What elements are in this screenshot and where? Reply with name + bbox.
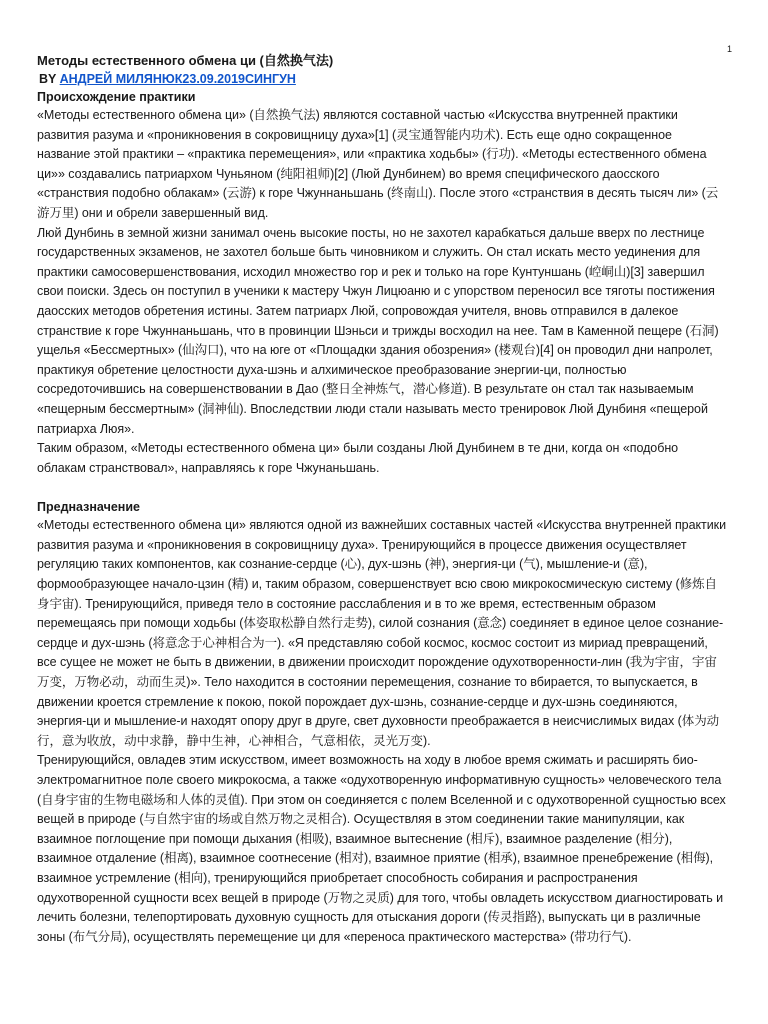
purpose-paragraph-2: Тренирующийся, овладев этим искусством, имеет возможность на ходу в любое время сжимать и расширять био-электромагнитное поле своего микрокосма, а также «одухотворенную информативную сущность» человеческого тела (自身宇宙的生物电磁场和人体的灵值). При этом он соединяется с полем Вселенной и с одухотворенной сущностью всех вещей в природе (与自然宇宙的场或自然万物之灵相合). Осуществляя в этом соединении такие манипуляции, как взаимное поглощение при помощи дыхания (相吸), взаимное вытеснение (相斥), взаимное разделение (相分), взаимное отдаление (相离), взаимное соотнесение (相对), взаимное приятие (相承), взаимное пренебрежение (相侮), взаимное устремление (相向), тренирующийся приобретает способность собирания и распространения одухотворенной сущности всех вещей в природе (万物之灵质) для того, чтобы овладеть искусством диагностировать и лечить болезни, телепортировать духовную сущность для отыскания дороги (传灵指路), выпускать ци в различные зоны (布气分局), осуществлять перемещение ци для «переноса практического мастерства» (带功行气). bbox=[37, 753, 726, 944]
byline-prefix: BY bbox=[39, 72, 60, 86]
section-heading-purpose: Предназначение bbox=[37, 500, 140, 515]
section-heading-origin: Происхождение практики bbox=[37, 90, 196, 104]
origin-paragraph-1: «Методы естественного обмена ци» (自然换气法) являются составной частью «Искусства внутренней практики развития разума и «проникновения в сокровищницу духа»[1] (灵宝通智能内功术). Есть еще одно сокращенное название этой практики – «практика перемещения», или «практика ходьбы» (行功). «Методы естественного обмена ци»» создавались патриархом Чуньяном (纯阳祖师)[2] (Люй Дунбинем) во время специфического даосского «странствия подобно облакам» (云游) к горе Чжуннаньшань (终南山). После этого «странствия в десять тысяч ли» (云游万里) они и обрели завершенный вид. bbox=[37, 108, 719, 220]
author-date-link[interactable]: АНДРЕЙ МИЛЯНЮК23.09.2019СИНГУН bbox=[59, 72, 296, 86]
origin-paragraph-2: Люй Дунбинь в земной жизни занимал очень высокие посты, но не захотел карабкаться дальше вверх по лестнице государственных экзаменов, не захотел больше быть чиновником и служить. Он стал искать место уединения для практики самосовершенствования, исходил множество гор и рек и только на горе Кунтуншань (崆峒山)[3] завершил свои поиски. Здесь он поступил в ученики к мастеру Чжун Лицюаню и с упорством переносил все тяготы постижения даосских методов обретения истины. Затем патриарх Люй, сопровождая учителя, вновь отправился в далекое странствие к горе Чжуннаньшань, что в провинции Шэньси и трижды восходил на нее. Там в Каменной пещере (石洞) ущелья «Бессмертных» (仙沟口), что на юге от «Площадки здания обозрения» (楼观台)[4] он проводил дни напролет, практикуя обретение целостности духа-шэнь и алхимическое преобразование энергии-ци, полностью сосредоточившись на совершенствовании в Дао (整日全神炼气，潜心修道). В результате он стал так называемым «пещерным бессмертным» (洞神仙). Впоследствии люди стали называть место тренировок Люй Дунбиня «пещерой патриарха Люя». bbox=[37, 225, 719, 436]
byline bbox=[37, 70, 726, 88]
origin-paragraph-3: Таким образом, «Методы естественного обмена ци» были созданы Люй Дунбинем в те дни, когда он «подобно облакам странствовал», направляясь к горе Чжунаньшань. bbox=[37, 441, 679, 475]
article-title: Методы естественного обмена ци (自然换气法) bbox=[37, 53, 334, 68]
page-number: 1 bbox=[726, 44, 732, 54]
purpose-paragraph-1: «Методы естественного обмена ци» являются одной из важнейших составных частей «Искусства внутренней практики развития разума и «проникновения в сокровищницу духа». Тренирующийся в процессе движения осуществляет регуляцию таких компонентов, как сознание-сердце (心), дух-шэнь (神), энергия-ци (气), мышление-и (意), формообразующее начало-цзин (精) и, таким образом, совершенствует всю свою микрокосмическую систему (修炼自身宇宙). Тренирующийся, приведя тело в состояние расслабления и в то же время, естественным образом перемещаясь при помощи ходьбы (体姿取松静自然行走势), силой сознания (意念) соединяет в единое целое сознание-сердце и дух-шэнь (将意念于心神相合为一). «Я представляю собой космос, космос состоит из мириад превращений, все сущее не может не быть в движении, в движении происходит порождение одухотворенности-лин (我为宇宙，宇宙万变，万物必动，动而生灵)». Тело находится в состоянии перемещения, сознание то вбирается, то выпускается, в движении кроется стремление к покою, покой порождает дух-шэнь, сознание-сердце и дух-шэнь соединяются, энергия-ци и мышление-и находят опору друг в друге, свет духовности преображается в неисчислимых видах (体为动行，意为收放，动中求静，静中生神，心神相合，气意相依，灵光万变). bbox=[37, 518, 726, 748]
section-spacer bbox=[37, 478, 726, 498]
